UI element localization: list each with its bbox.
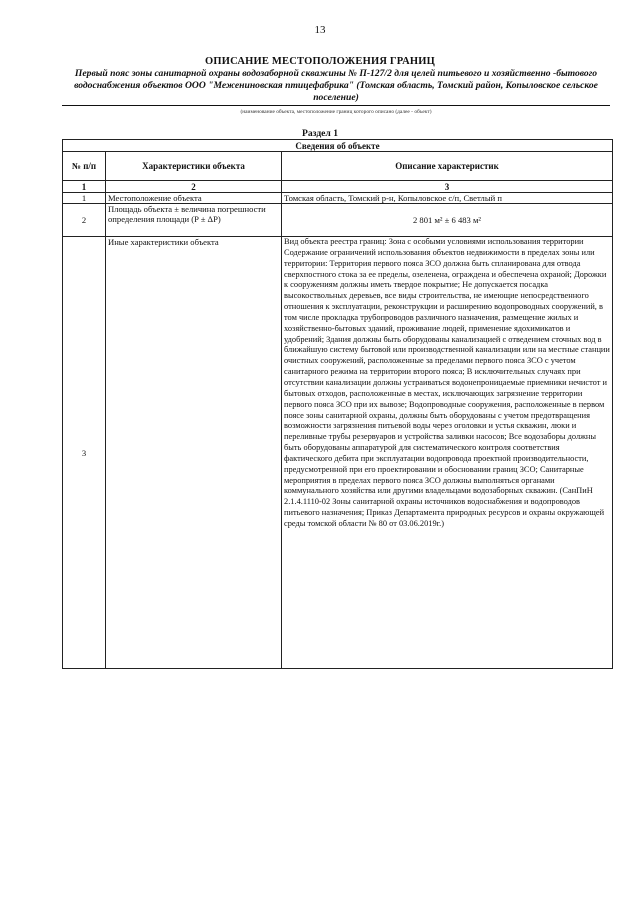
section-title: Раздел 1 (301, 128, 339, 139)
document-title: ОПИСАНИЕ МЕСТОПОЛОЖЕНИЯ ГРАНИЦ (205, 56, 435, 67)
row-description: 2 801 м² ± 6 483 м² (282, 204, 613, 237)
table-row (63, 204, 613, 237)
subtitle-note: (наименование объекта, местоположение границ которого описано (далее - объект) (240, 109, 432, 115)
row-characteristic: Площадь объекта ± величина погрешности определения площади (P ± ΔP) (106, 204, 282, 237)
column-header-number: № п/п (63, 152, 106, 181)
row-characteristic: Иные характеристики объекта (106, 237, 282, 669)
row-characteristic: Местоположение объекта (106, 193, 282, 204)
table-row (63, 237, 613, 669)
row-description: Томская область, Томский р-н, Копыловское с/п, Светлый п (282, 193, 613, 204)
column-numbers-row (63, 181, 613, 193)
object-info-table (62, 139, 613, 669)
column-number: 2 (106, 181, 282, 193)
table-caption: Сведения об объекте (63, 140, 613, 152)
column-number: 1 (63, 181, 106, 193)
column-number: 3 (282, 181, 613, 193)
document-subtitle: Первый пояс зоны санитарной охраны водозаборной скважины № П-127/2 для целей питьевого и хозяйственно -бытового водоснабжения объектов ООО "Межениновская птицефабрика" (Томская область, Томский район, Копыловское сельское поселение) (62, 68, 610, 106)
table-caption-row (63, 140, 613, 152)
description-line: Содержание ограничений использования объектов недвижимости в пределах зоны или территории: Территория первого пояса ЗСО должна быть спланирована для отвода сверхпостного стока за ее пределы, озеленена, ограждена и обеспечена охраной; Дорожки к сооружениям должны иметь твердое покрытие; Не допускается посадка высокоствольных деревьев, все виды строительства, не имеющие непосредственного отношения к эксплуатации, реконструкции и расширению водопроводных сооружений, в том числе прокладка трубопроводов различного назначения, размещение жилых и хозяйственно-бытовых зданий, проживание людей, применение ядохимикатов и удобрений; Здания должны быть оборудованы канализацией с отведением сточных вод в ближайшую систему бытовой или производственной канализации или на местные станции очистных сооружений, расположенные за пределами первого пояса ЗСО с учетом санитарного режима на территории второго пояса; В исключительных случаях при отсутствии канализации должны устраиваться водонепроницаемые приемники нечистот и бытовых отходов, расположенные в местах, исключающих загрязнение территории первого пояса ЗСО при их вывозе; Водопроводные сооружения, расположенные в первом поясе зоны санитарной охраны, должны быть оборудованы с учетом предотвращения возможности загрязнения питьевой воды через оголовки и устья скважин, люки и переливные трубы резервуаров и устройства заливки насосов; Все водозаборы должны быть оборудованы аппаратурой для систематического контроля соответствия фактического дебита при эксплуатации водопровода проектной производительности, предусмотренной при его проектировании и обосновании границ ЗСО; Санитарные мероприятия в пределах первого пояса ЗСО должны выполняться органами коммунального хозяйства или другими владельцами водозаборных скважин. (СанПиН 2.1.4.1110-02 Зоны санитарной охраны источников водоснабжения и водопроводов питьевого назначения; Приказ Департамента природных ресурсов и охраны окружающей среды томской области № 80 от 03.06.2019г.) (284, 247, 610, 528)
row-number: 1 (63, 193, 106, 204)
column-header-characteristic: Характеристики объекта (106, 152, 282, 181)
page-number: 13 (314, 24, 326, 36)
row-description (282, 237, 613, 669)
table-row (63, 193, 613, 204)
column-header-description: Описание характеристик (282, 152, 613, 181)
table-header-row (63, 152, 613, 181)
description-line: Вид объекта реестра границ: Зона с особыми условиями использования территории (284, 237, 584, 246)
row-number: 3 (63, 237, 106, 669)
row-number: 2 (63, 204, 106, 237)
